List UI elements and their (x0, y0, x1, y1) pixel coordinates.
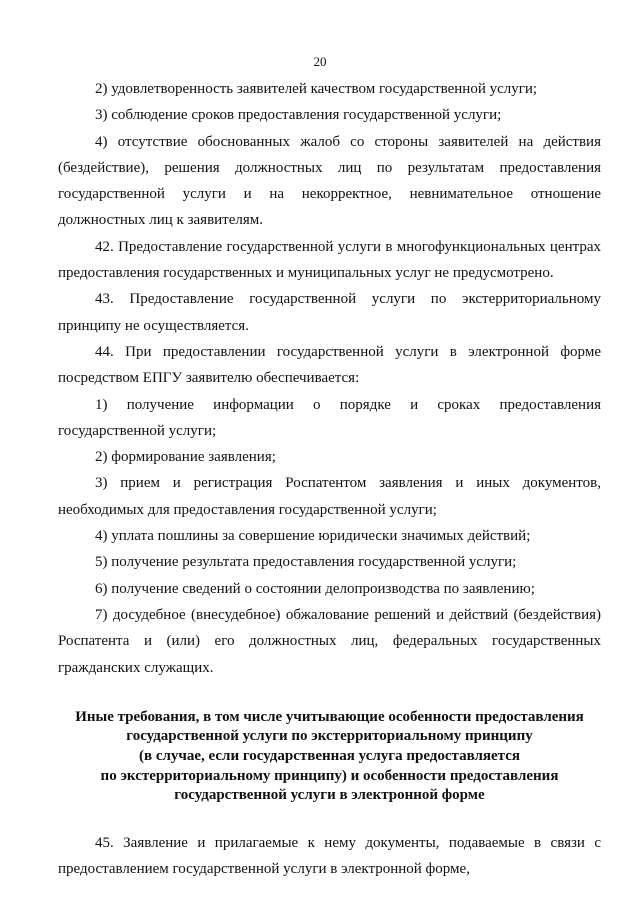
paragraph: 4) отсутствие обоснованных жалоб со стороны заявителей на действия (бездействие), решения должностных лиц по результатам предоставления государственной услуги и на некорректное, невнимательное отношение должностных лиц к заявителям. (58, 133, 601, 229)
paragraph: 6) получение сведений о состоянии делопроизводства по заявлению; (95, 580, 535, 597)
heading-line: государственной услуги в электронной форме (174, 787, 485, 804)
section-heading (58, 708, 601, 806)
heading-line: по экстерриториальному принципу) и особенности предоставления (100, 767, 559, 784)
paragraph: 44. При предоставлении государственной услуги в электронной форме посредством ЕПГУ заявителю обеспечивается: (58, 343, 601, 387)
document-body (58, 76, 601, 882)
paragraph: 42. Предоставление государственной услуги в многофункциональных центрах предоставления государственных и муниципальных услуг не предусмотрено. (58, 238, 601, 282)
paragraph: 3) прием и регистрация Роспатентом заявления и иных документов, необходимых для предоставления государственной услуги; (58, 475, 601, 518)
paragraph: 2) формирование заявления; (95, 449, 276, 466)
paragraph: 45. Заявление и прилагаемые к нему документы, подаваемые в связи с предоставлением государственной услуги в электронной форме, (58, 834, 601, 878)
heading-line: Иные требования, в том числе учитывающие особенности предоставления (75, 708, 584, 725)
page-number: 20 (313, 54, 327, 69)
paragraph: 1) получение информации о порядке и сроках предоставления государственной услуги; (58, 396, 601, 439)
heading-line: государственной услуги по экстерриториальному принципу (126, 728, 533, 745)
heading-line: (в случае, если государственная услуга предоставляется (139, 748, 520, 765)
paragraph: 43. Предоставление государственной услуги по экстерриториальному принципу не осуществляется. (58, 291, 601, 334)
paragraph: 3) соблюдение сроков предоставления государственной услуги; (95, 107, 502, 124)
paragraph: 5) получение результата предоставления государственной услуги; (95, 554, 517, 571)
paragraph: 4) уплата пошлины за совершение юридически значимых действий; (95, 528, 531, 545)
paragraph: 7) досудебное (внесудебное) обжалование решений и действий (бездействия) Роспатента и (или) его должностных лиц, федеральных государственных гражданских служащих. (58, 606, 601, 676)
paragraph: 2) удовлетворенность заявителей качеством государственной услуги; (95, 81, 538, 97)
